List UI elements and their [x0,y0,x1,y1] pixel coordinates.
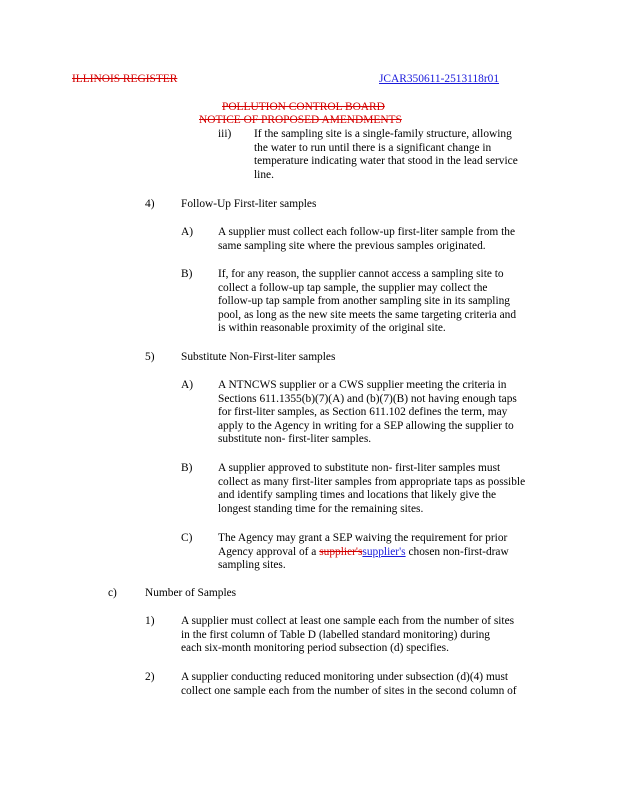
text-fragment: standard monitoring [361,628,454,641]
text-line: A supplier must collect at least one sample each from the number of sites [181,615,515,627]
text-fragment: Agency approval of a [218,545,320,558]
jcar-id: JCAR350611-2513118r01 [379,73,500,85]
text-line: the water to run until there is a significant change in [254,141,492,154]
section-5-number: 5) [145,351,155,363]
section-4B-label: B) [181,268,193,280]
section-4-number: 4) [145,198,155,210]
text-line: If, for any reason, the supplier cannot access a sampling site to [218,268,504,280]
inserted-text: supplier's [362,545,406,558]
text-line: A supplier must collect each follow-up first-liter sample from the [218,226,516,238]
text-line: longest standing time for the remaining sites. [218,502,424,515]
text-line: sampling sites. [218,559,286,572]
text-line: collect as many first-liter samples from appropriate taps as possible [218,475,526,488]
text-line: A supplier conducting reduced monitoring under subsection (d)(4) must [181,671,509,683]
text-line: A NTNCWS supplier or a CWS supplier meeting the criteria in [218,379,507,391]
section-4B-text [218,268,516,336]
text-line: each six-month monitoring period subsection (d) specifies. [181,642,449,655]
text-line: line. [254,168,274,181]
text-fragment: in the first column of Table D (labelled [181,628,362,641]
text-line: follow-up tap sample from another sampling site in its sampling [218,295,510,308]
text-line: Sections 611.1355(b)(7)(A) and (b)(7)(B) not having enough taps [218,392,517,405]
section-5A-label: A) [181,379,194,391]
section-c2-text [181,671,517,698]
text-line: A supplier approved to substitute non- first-liter samples must [218,462,501,474]
text-line: temperature indicating water that stood in the lead service [254,155,518,168]
item-iii-text [254,128,518,182]
text-line: same sampling site where the previous samples originated. [218,239,486,252]
section-4A-text [218,226,515,253]
text-line: collect one sample each from the number of sites in the second column of [181,684,517,697]
section-c-label: c) [108,587,117,599]
section-5A-text [218,379,517,447]
section-c2-number: 2) [145,671,155,683]
section-c-title: Number of Samples [145,587,237,599]
notice-heading: NOTICE OF PROPOSED AMENDMENTS [199,114,402,126]
text-line: substitute non- first-liter samples. [218,433,372,446]
text-line-with-revision [218,546,509,560]
section-5B-label: B) [181,462,193,474]
text-line: and identify sampling times and locations that likely give the [218,489,497,502]
section-5C-label: C) [181,532,193,544]
text-line: pool, as long as the new site meets the same targeting criteria and [218,308,517,321]
item-iii-label: iii) [218,128,232,140]
text-fragment: chosen non-first-draw [405,545,509,558]
text-fragment: ) during [453,628,491,641]
text-line: The Agency may grant a SEP waiving the requirement for prior [218,532,508,544]
section-5-title: Substitute Non-First-liter samples [181,351,336,363]
section-4-title: Follow-Up First-liter samples [181,198,317,210]
deleted-text: supplier's [319,545,363,558]
section-5B-text [218,462,525,516]
text-line: apply to the Agency in writing for a SEP allowing the supplier to [218,419,514,432]
text-line: collect a follow-up tap sample, the supplier may collect the [218,281,488,294]
section-c1-number: 1) [145,615,155,627]
section-4A-label: A) [181,226,194,238]
text-line: If the sampling site is a single-family structure, allowing [254,128,512,140]
register-header: ILLINOIS REGISTER [72,73,178,85]
text-line-with-revision [181,629,514,643]
board-heading: POLLUTION CONTROL BOARD [222,101,385,113]
text-line: is within reasonable proximity of the original site. [218,322,446,335]
section-5C-text [218,532,509,573]
text-line: for first-liter samples, as Section 611.102 defines the term, may [218,406,508,419]
section-c1-text [181,615,514,656]
